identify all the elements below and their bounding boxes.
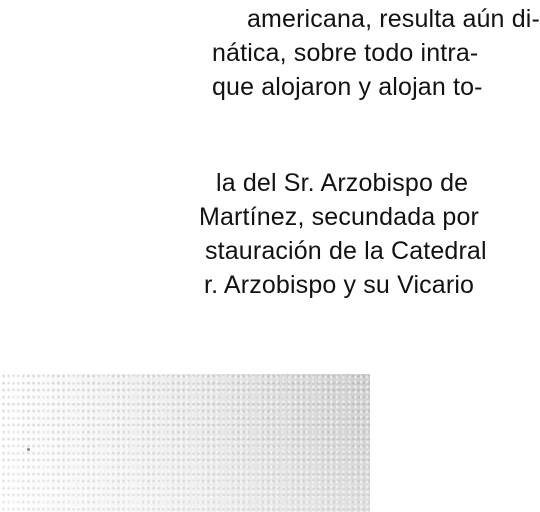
text-line: americana, resulta aún di- <box>247 5 540 33</box>
text-line: stauración de la Catedral <box>205 237 487 265</box>
text-line: la del Sr. Arzobispo de <box>216 169 469 197</box>
photo-fade-overlay <box>0 374 370 512</box>
text-line: que alojaron y alojan to- <box>212 73 483 101</box>
photo-fragment <box>0 374 370 512</box>
text-line: r. Arzobispo y su Vicario <box>204 271 475 299</box>
photo-speck <box>27 448 30 451</box>
text-line: nática, sobre todo intra- <box>212 39 479 67</box>
text-line: Martínez, secundada por <box>199 203 480 231</box>
